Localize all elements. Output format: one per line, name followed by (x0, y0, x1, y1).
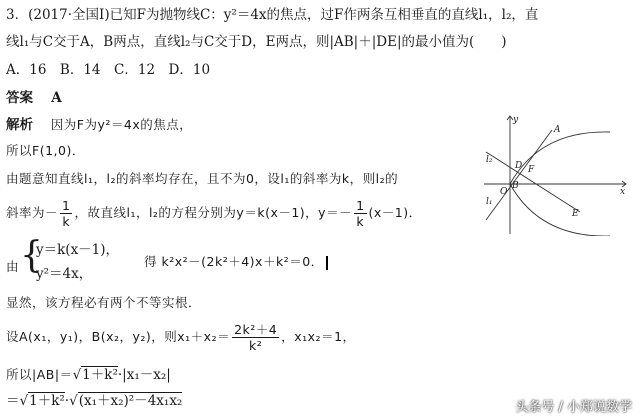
answer-value: A (51, 90, 62, 106)
solution-label: 解析 (6, 117, 33, 133)
sum-numerator: 2k²＋4 (234, 322, 278, 337)
sqrt-radicand-3: (x₁＋x₂)²－4x₁x₂ (78, 393, 183, 409)
label-l1: l₁ (486, 197, 493, 207)
solution-line-1 (6, 116, 192, 134)
text-cursor (326, 256, 328, 270)
problem-line-1: 3．(2017·全国Ⅰ)已知F为抛物线C：y²＝4x的焦点，过F作两条互相垂直的直线l₁，l₂，直 (6, 7, 539, 23)
fraction-neg-1-over-k-2 (354, 198, 366, 229)
label-y: y (513, 115, 519, 125)
system-equation-1: y＝k(x－1)， (36, 242, 120, 258)
fraction-denominator: k (62, 214, 71, 229)
chord-length-text: 所以|AB|＝ (6, 367, 73, 382)
sqrt-radicand-2: 1＋k² (29, 393, 65, 409)
lines-equation-text: ，故直线l₁，l₂的方程分别为y＝k(x－1)，y＝－ (74, 205, 353, 220)
system-result (144, 253, 328, 271)
label-x: x (620, 187, 626, 197)
lines-equation-end: (x－1)． (368, 205, 422, 220)
label-a: A (554, 125, 561, 135)
solution-line-8: ＝√1＋k²·√(x₁＋x₂)²－4x₁x₂ (6, 393, 183, 409)
solution-line-5: 显然，该方程必有两个不等实根． (6, 295, 202, 310)
answer-options: A．16 B．14 C．12 D．10 (6, 62, 211, 78)
fraction-numerator: 1 (62, 198, 71, 213)
slope-text: 斜率为－ (6, 205, 59, 220)
solution-line-3: 由题意知直线l₁，l₂的斜率均存在，且不为0，设l₁的斜率为k，则l₂的 (6, 171, 399, 186)
fraction-numerator-2: 1 (356, 198, 365, 213)
product-roots-text: ，x₁x₂＝1， (281, 329, 356, 344)
label-b: B (512, 181, 519, 191)
sum-denominator: k² (249, 338, 263, 353)
answer-row (6, 89, 62, 107)
solution-line-2: 所以F(1,0)． (6, 143, 85, 158)
fraction-neg-1-over-k (60, 198, 72, 229)
solution-line-4 (6, 198, 422, 229)
system-result-text: 得 k²x²－(2k²＋4)x＋k²＝0． (144, 254, 324, 269)
system-equation-2: y²＝4x， (36, 266, 93, 282)
label-o: O (500, 187, 508, 197)
vieta-text: 设A(x₁，y₁)，B(x₂，y₂)，则x₁＋x₂＝ (6, 329, 231, 344)
parabola-figure (480, 112, 630, 236)
problem-line-2: 线l₁与C交于A，B两点，直线l₂与C交于D，E两点，则|AB|＋|DE|的最小值为( ) (6, 34, 507, 50)
label-e: E (572, 209, 579, 219)
fraction-denominator-2: k (356, 214, 365, 229)
line-l2 (486, 152, 580, 212)
label-d: D (515, 161, 523, 171)
answer-label: 答案 (6, 90, 33, 106)
system-prefix: 由 (6, 259, 20, 274)
fraction-sum-roots (232, 322, 279, 353)
equals-sign: ＝ (6, 393, 20, 409)
system-brace: { (20, 235, 43, 276)
multiply-dot: · (64, 393, 70, 409)
chord-length-factor: ·|x₁－x₂| (117, 367, 171, 383)
solution-text-1: 因为F为y²＝4x的焦点， (50, 117, 193, 132)
solution-line-6 (6, 322, 356, 353)
line-l1 (486, 130, 552, 220)
sqrt-radicand-1: 1＋k² (82, 367, 118, 383)
solution-line-7: 所以|AB|＝√1＋k²·|x₁－x₂| (6, 367, 171, 383)
label-l2: l₂ (486, 155, 493, 165)
label-f: F (528, 165, 535, 175)
watermark: 头条号 / 小郑说数学 (515, 400, 632, 415)
